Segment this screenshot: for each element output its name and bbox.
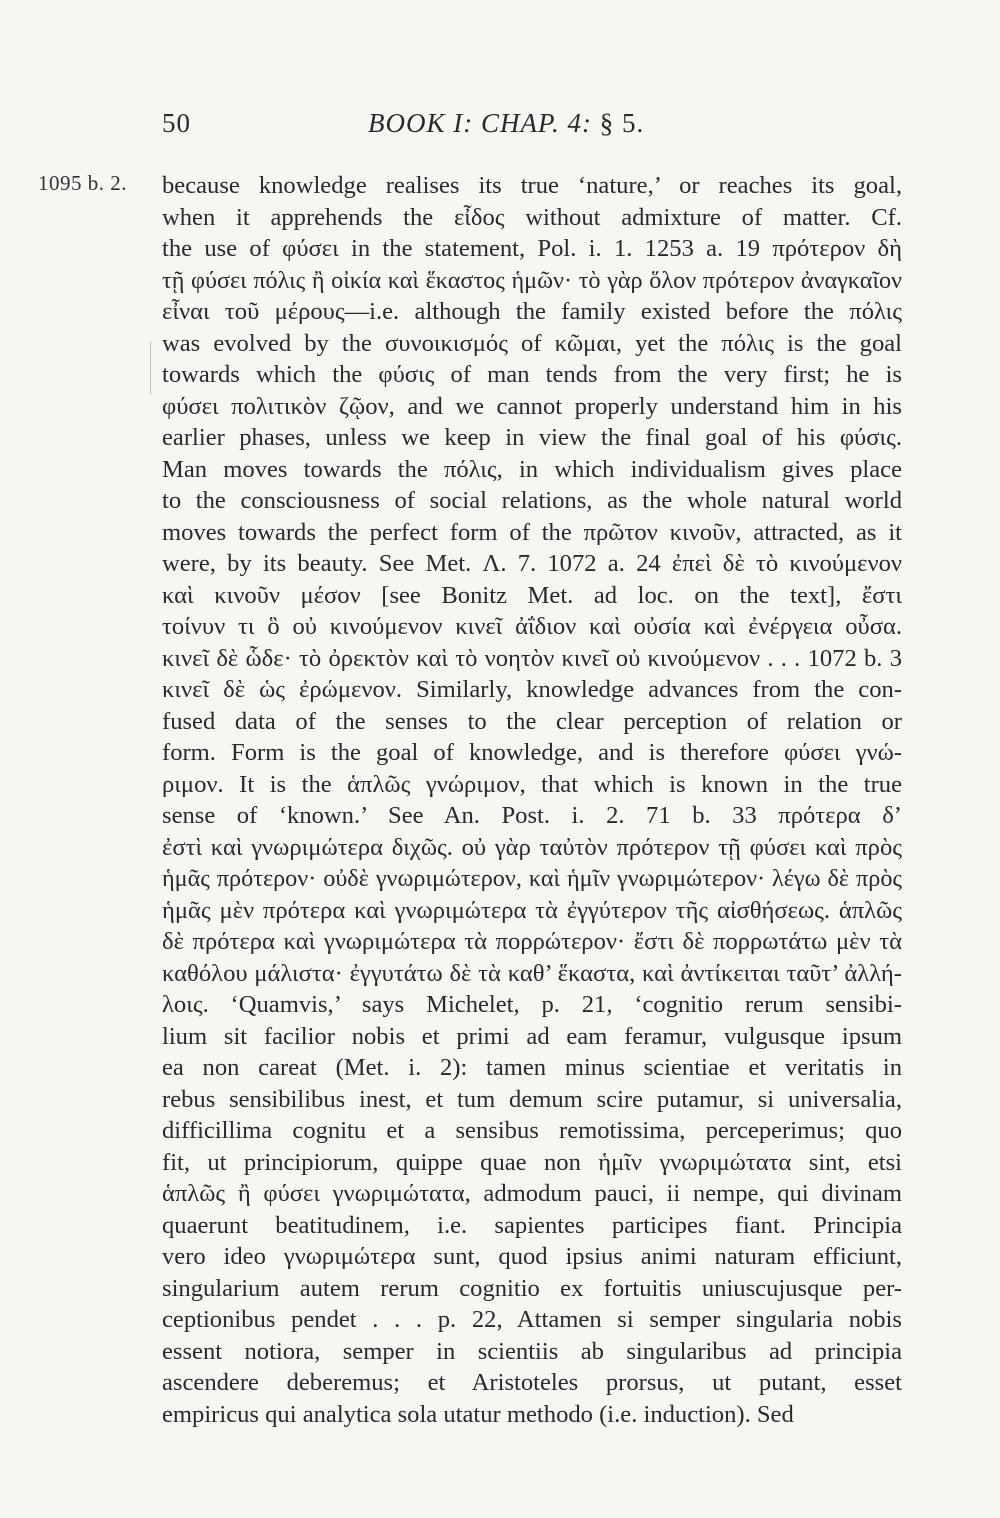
text-line: form. Form is the goal of knowledge, and is therefore φύσει γνώ- (162, 739, 902, 766)
text-line: quaerunt beatitudinem, i.e. sapientes participes fiant. Principia (162, 1211, 902, 1239)
text-line: εἶναι τοῦ μέρους—i.e. although the family existed before the πόλις (162, 298, 902, 325)
text-line: καθόλου μάλιστα· ἐγγυτάτω δὲ τὰ καθ’ ἕκαστα, καὶ ἀντίκειται ταῦτ’ ἀλλή- (162, 959, 902, 987)
text-line: τῇ φύσει πόλις ἢ οἰκία καὶ ἕκαστος ἡμῶν· τὸ γὰρ ὅλον πρότερον ἀναγκαῖον (162, 266, 902, 294)
text-line: τοίνυν τι ὃ οὐ κινούμενον κινεῖ ἀΐδιον καὶ οὐσία καὶ ἐνέργεια οὖσα. (162, 613, 902, 640)
margin-rule (150, 342, 151, 394)
text-line: λοις. ‘Quamvis,’ says Michelet, p. 21, ‘cognitio rerum sensibi- (162, 991, 902, 1018)
text-line: empiricus qui analytica sola utatur methodo (i.e. induction). Sed (162, 1400, 794, 1428)
text-line: ἐστὶ καὶ γνωριμώτερα διχῶς. οὐ γὰρ ταὐτὸν πρότερον τῇ φύσει καὶ πρὸς (162, 833, 902, 861)
text-line: ἁπλῶς ἢ φύσει γνωριμώτατα, admodum pauci, ii nempe, qui divinam (162, 1180, 902, 1207)
text-line: rebus sensibilibus inest, et tum demum scire putamur, si universalia, (162, 1085, 902, 1113)
text-line: ἡμᾶς πρότερον· οὐδὲ γνωριμώτερον, καὶ ἡμῖν γνωριμώτερον· λέγω δὲ πρὸς (162, 865, 902, 892)
text-line: Man moves towards the πόλις, in which individualism gives place (162, 455, 902, 483)
text-line: fit, ut principiorum, quippe quae non ἡμῖν γνωριμώτατα sint, etsi (162, 1148, 902, 1176)
text-line: sense of ‘known.’ See An. Post. i. 2. 71 b. 33 πρότερα δ’ (162, 802, 902, 829)
text-line: ceptionibus pendet . . . p. 22, Attamen si semper singularia nobis (162, 1306, 902, 1333)
text-line: moves towards the perfect form of the πρῶτον κινοῦν, attracted, as it (162, 518, 902, 546)
text-line: to the consciousness of social relations, as the whole natural world (162, 487, 902, 514)
text-line: when it apprehends the εἶδος without admixture of matter. Cf. (162, 203, 902, 231)
text-line: κινεῖ δὲ ὧδε· τὸ ὀρεκτὸν καὶ τὸ νοητὸν κινεῖ οὐ κινούμενον . . . 1072 b. 3 (162, 644, 902, 672)
running-title-text: BOOK I: CHAP. 4: (368, 108, 592, 138)
body-text (162, 170, 902, 1430)
text-line: δὲ πρότερα καὶ γνωριμώτερα τὰ πορρώτερον· ἔστι δὲ πορρωτάτω μὲν τὰ (162, 928, 902, 955)
text-line: towards which the φύσις of man tends from the very first; he is (162, 361, 902, 388)
page-number: 50 (162, 108, 191, 138)
text-line: earlier phases, unless we keep in view the final goal of his φύσις. (162, 424, 902, 451)
text-line: vero ideo γνωριμώτερα sunt, quod ipsius animi naturam efficiunt, (162, 1243, 902, 1270)
text-line: ἡμᾶς μὲν πρότερα καὶ γνωριμώτερα τὰ ἐγγύτερον τῆς αἰσθήσεως. ἁπλῶς (162, 896, 902, 924)
text-line: καὶ κινοῦν μέσον [see Bonitz Met. ad loc. on the text], ἔστι (162, 581, 902, 609)
text-line: because knowledge realises its true ‘nature,’ or reaches its goal, (162, 172, 902, 199)
text-line: difficillima cognitu et a sensibus remotissima, perceperimus; quo (162, 1117, 902, 1144)
text-line: ea non careat (Met. i. 2): tamen minus scientiae et veritatis in (162, 1054, 902, 1081)
text-line: ascendere deberemus; et Aristoteles prorsus, ut putant, esset (162, 1369, 902, 1396)
text-line: ριμον. It is the ἁπλῶς γνώριμον, that which is known in the true (162, 770, 902, 798)
text-line: the use of φύσει in the statement, Pol. i. 1. 1253 a. 19 πρότερον δὴ (162, 235, 902, 262)
text-line: φύσει πολιτικὸν ζῷον, and we cannot properly understand him in his (162, 392, 902, 420)
text-line: were, by its beauty. See Met. Λ. 7. 1072 a. 24 ἐπεὶ δὲ τὸ κινούμενον (162, 550, 902, 577)
text-line: essent notiora, semper in scientiis ab singularibus ad principia (162, 1337, 902, 1365)
text-line: fused data of the senses to the clear perception of relation or (162, 707, 902, 735)
section-number: § 5. (599, 108, 645, 138)
text-line: lium sit facilior nobis et primi ad eam feramur, vulgusque ipsum (162, 1022, 902, 1050)
text-line: κινεῖ δὲ ὡς ἐρώμενον. Similarly, knowledge advances from the con- (162, 676, 902, 703)
running-title (368, 108, 644, 139)
page-header (162, 108, 722, 148)
text-line: singularium autem rerum cognitio ex fortuitis uniuscujusque per- (162, 1274, 902, 1302)
margin-reference: 1095 b. 2. (38, 171, 127, 195)
text-line: was evolved by the συνοικισμός of κῶμαι, yet the πόλις is the goal (162, 329, 902, 357)
